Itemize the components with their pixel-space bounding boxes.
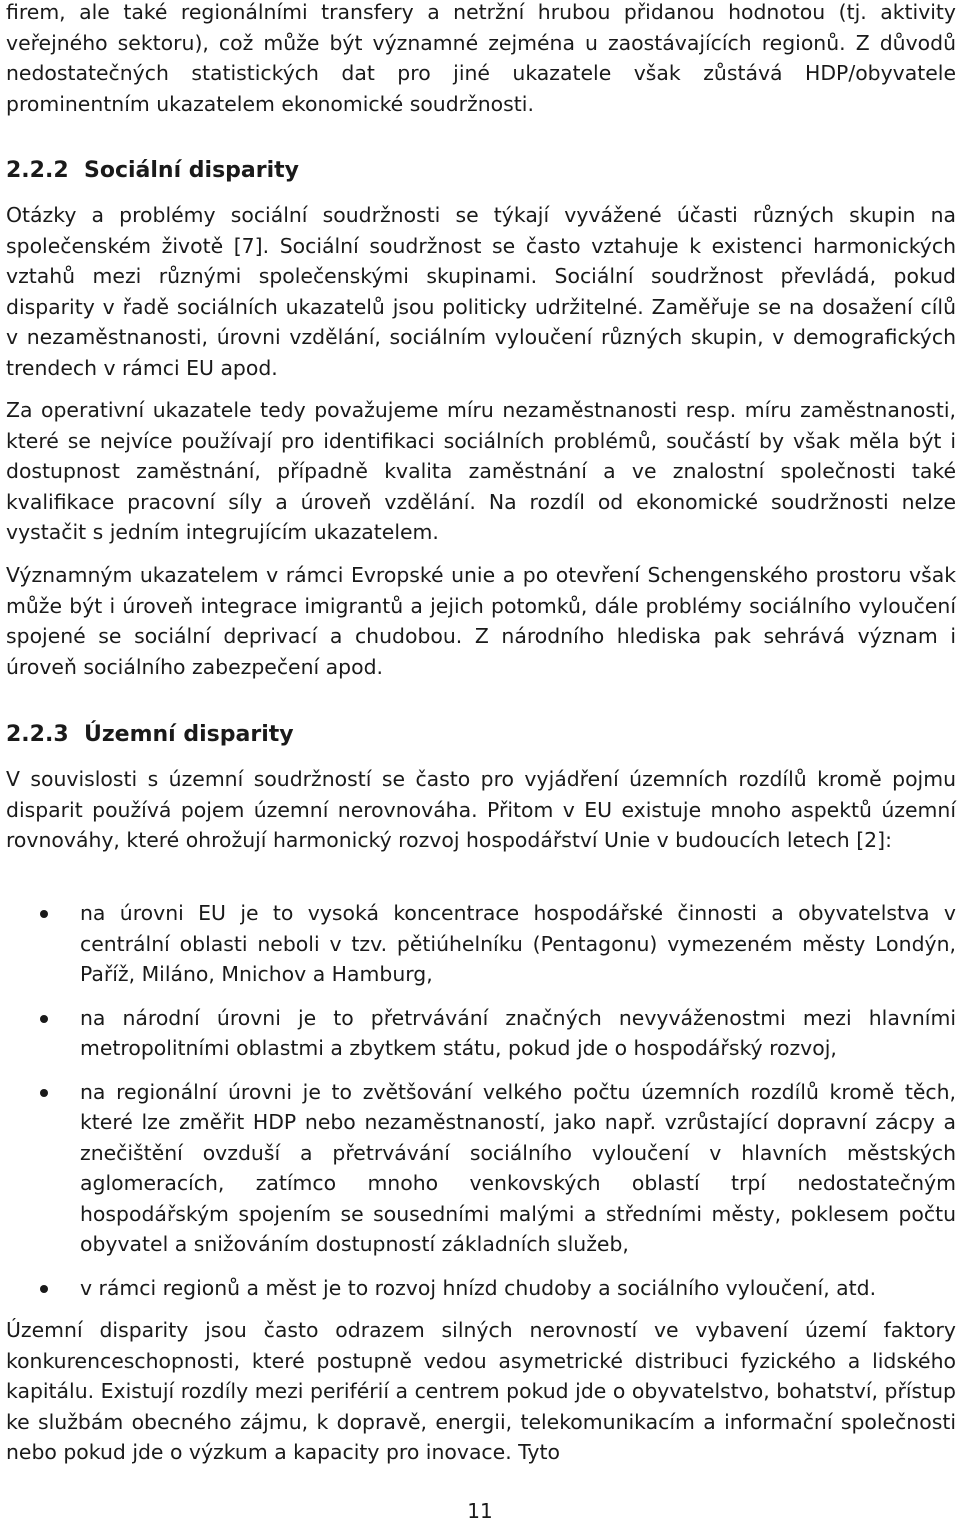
- list-item-text: v rámci regionů a měst je to rozvoj hnízd chudoby a sociálního vyloučení, atd.: [80, 1275, 877, 1300]
- paragraph-territorial-disparities: Územní disparity jsou často odrazem silných nerovností ve vybavení území faktory konkurenceschopnosti, které postupně vedou asymetrické distribuci fyzického a lidského kapitálu. Existují rozdíly mezi periférií a centrem pokud jde o obyvatelstvo, bohatství, přístup ke službám obecného zájmu, k dopravě, energii, telekomunikacím a informační společnosti nebo pokud jde o výzkum a kapacity pro inovace. Tyto: [6, 1318, 956, 1464]
- page-number: 11: [467, 1499, 493, 1523]
- heading-number: 2.2.2: [6, 158, 69, 183]
- list-item: [0, 1003, 960, 1064]
- list-item-text: na regionální úrovni je to zvětšování velkého počtu územních rozdílů kromě těch, které lze změřit HDP nebo nezaměstnaností, jako např. vzrůstající dopravní zácpy a znečištění ovzduší a přetrvávání sociálního vyloučení v hlavních městských aglomeracích, zatímco mnoho venkovských oblastí trpí nedostatečným hospodářským spojením se sousedními malými a středními městy, poklesem počtu obyvatel a snižováním dostupností základních služeb,: [80, 1079, 956, 1256]
- list-item: [0, 898, 960, 990]
- list-item: [0, 1273, 960, 1304]
- bullet-dot-icon: [40, 910, 48, 918]
- heading-number: 2.2.3: [6, 722, 69, 747]
- heading-social-disparities: [6, 156, 299, 186]
- heading-territorial-disparities: [6, 720, 294, 750]
- bullet-dot-icon: [40, 1285, 48, 1293]
- list-item-text: na národní úrovni je to přetrvávání značných nevyváženostmi mezi hlavními metropolitními oblastmi a zbytkem státu, pokud jde o hospodářský rozvoj,: [80, 1005, 956, 1060]
- paragraph-territorial-cohesion: V souvislosti s územní soudržností se často pro vyjádření územních rozdílů kromě pojmu disparit používá pojem územní nerovnováha. Přitom v EU existuje mnoho aspektů územní rovnováhy, které ohrožují harmonický rozvoj hospodářství Unie v budoucích letech [2]:: [6, 767, 956, 852]
- paragraph-operative-indicators: Za operativní ukazatele tedy považujeme míru nezaměstnanosti resp. míru zaměstnanosti, které se nejvíce používají pro identifikaci sociálních problémů, součástí by však měla být i dostupnost zaměstnání, případně kvalita zaměstnání a ve znalostní společnosti také kvalifikace pracovní síly a úroveň vzdělání. Na rozdíl od ekonomické soudržnosti nelze vystačit s jedním integrujícím ukazatelem.: [6, 398, 956, 544]
- bullet-list: [0, 898, 960, 1303]
- paragraph-economic-cohesion-end: firem, ale také regionálními transfery a netržní hrubou přidanou hodnotou (tj. aktivity veřejného sektoru), což může být významné zejména u zaostávajících regionů. Z důvodů nedostatečných statistických dat pro jiné ukazatele však zůstává HDP/obyvatele prominentním ukazatelem ekonomické soudržnosti.: [6, 0, 956, 116]
- bullet-dot-icon: [40, 1089, 48, 1097]
- list-item: [0, 1077, 960, 1260]
- list-item-text: na úrovni EU je to vysoká koncentrace hospodářské činnosti a obyvatelstva v centrální oblasti neboli v tzv. pětiúhelníku (Pentagonu) vymezeném městy Londýn, Paříž, Miláno, Mnichov a Hamburg,: [80, 901, 956, 986]
- heading-title: Sociální disparity: [84, 158, 300, 183]
- bullet-dot-icon: [40, 1015, 48, 1023]
- paragraph-integration-indicator: Významným ukazatelem v rámci Evropské unie a po otevření Schengenského prostoru však může být i úroveň integrace imigrantů a jejich potomků, dále problémy sociálního vyloučení spojené se sociální deprivací a chudobou. Z národního hlediska pak sehrává význam i úroveň sociálního zabezpečení apod.: [6, 563, 956, 679]
- heading-title: Územní disparity: [84, 722, 294, 747]
- paragraph-social-cohesion: Otázky a problémy sociální soudržnosti se týkají vyvážené účasti různých skupin na společenském životě [7]. Sociální soudržnost se často vztahuje k existenci harmonických vztahů mezi různými společenskými skupinami. Sociální soudržnost převládá, pokud disparity v řadě sociálních ukazatelů jsou politicky udržitelné. Zaměřuje se na dosažení cílů v nezaměstnanosti, úrovni vzdělání, sociálním vyloučení různých skupin, v demografických trendech v rámci EU apod.: [6, 203, 956, 380]
